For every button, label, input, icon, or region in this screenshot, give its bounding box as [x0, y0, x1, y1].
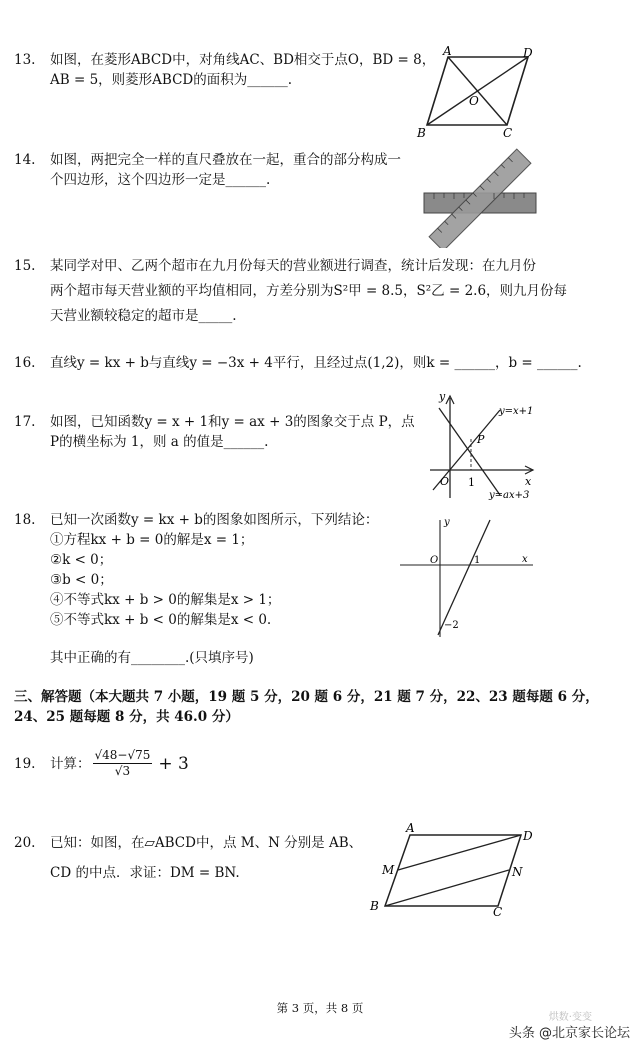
- q15-line-3: 天营业额较稳定的超市是_____.: [50, 308, 237, 324]
- fig17-point-p: P: [477, 433, 485, 446]
- question-number-18: 18.: [14, 512, 36, 528]
- q15-line-2: 两个超市每天营业额的平均值相同，方差分别为S²甲 = 8.5，S²乙 = 2.6，则九月份每: [50, 283, 568, 299]
- para-label-a: A: [406, 821, 415, 835]
- para-label-d: D: [523, 829, 533, 843]
- q14-line-1: 14. 如图，两把完全一样的直尺叠放在一起，重合的部分构成一: [14, 152, 401, 168]
- linear-function-figure: [398, 515, 538, 640]
- q19-denominator: √3: [114, 764, 131, 778]
- section-3-header: [14, 687, 599, 727]
- faded-watermark: 烘数·变变: [548, 1012, 592, 1023]
- q18-item-3: ③b < 0；: [50, 572, 113, 588]
- q20-line-1: 20. 已知：如图，在▱ABCD中，点 M、N 分别是 AB、: [14, 835, 363, 851]
- fig18-tick-neg2: −2: [444, 620, 459, 631]
- source-watermark: 头条 @北京家长论坛: [508, 1026, 630, 1041]
- q19-numerator: √48−√75: [94, 748, 151, 762]
- question-number-15: 15.: [14, 258, 36, 274]
- rhombus-figure: [415, 45, 545, 140]
- parallelogram-figure: [368, 820, 538, 920]
- q17-line-2: P的横坐标为 1，则 a 的值是______.: [50, 434, 269, 450]
- para-label-c: C: [493, 905, 503, 919]
- question-number-17: 17.: [14, 414, 36, 430]
- question-20: [14, 833, 362, 883]
- fig18-y-label: y: [444, 517, 450, 528]
- rulers-figure: [420, 148, 540, 248]
- question-number-16: 16.: [14, 355, 36, 371]
- q18-tail: 其中正确的有________.(只填序号): [50, 650, 254, 666]
- q19-label: 计算：: [50, 755, 91, 772]
- question-number-14: 14.: [14, 152, 36, 168]
- fig18-origin-label: O: [430, 555, 439, 566]
- fig17-y-label: y: [439, 390, 446, 403]
- q18-item-4: ④不等式kx + b > 0的解集是x > 1；: [50, 592, 281, 608]
- question-16: [14, 353, 582, 373]
- question-number-19: 19.: [14, 755, 36, 772]
- fig17-x-label: x: [525, 475, 532, 488]
- question-18: [14, 510, 378, 668]
- question-19: [14, 748, 189, 779]
- q14-line-2: 个四边形，这个四边形一定是______.: [50, 172, 271, 188]
- page-footer: 第 3 页，共 8 页: [276, 1001, 364, 1015]
- fig17-line2-label: y=ax+3: [489, 490, 530, 501]
- q18-item-2: ②k < 0；: [50, 552, 113, 568]
- q13-line-2: AB = 5，则菱形ABCD的面积为______.: [50, 72, 293, 88]
- q17-line-1: 17. 如图，已知函数y = x + 1和y = ax + 3的图象交于点 P，点: [14, 414, 415, 430]
- question-17: [14, 412, 415, 452]
- q18-item-1: ①方程kx + b = 0的解是x = 1；: [50, 532, 254, 548]
- q15-line-1: 15. 某同学对甲、乙两个超市在九月份每天的营业额进行调查，统计后发现：在九月份: [14, 258, 536, 274]
- section-3-line-2: 24、25 题每题 8 分，共 46.0 分）: [14, 709, 239, 725]
- fig18-tick-1: 1: [474, 555, 481, 566]
- question-13: [14, 50, 435, 90]
- q18-line-1: 18. 已知一次函数y = kx + b的图象如图所示，下列结论：: [14, 512, 379, 528]
- q19-fraction: [93, 748, 153, 779]
- question-15: [14, 256, 567, 326]
- rhombus-label-b: B: [417, 126, 426, 140]
- para-label-b: B: [370, 899, 379, 913]
- section-3-line-1: 三、解答题（本大题共 7 小题，19 题 5 分，20 题 6 分，21 题 7 分，22、23 题每题 6 分，: [14, 689, 599, 705]
- rhombus-label-d: D: [523, 46, 533, 60]
- fig17-tick-1: 1: [468, 476, 475, 489]
- para-label-n: N: [512, 865, 523, 879]
- rhombus-label-c: C: [503, 126, 513, 140]
- q18-item-5: ⑤不等式kx + b < 0的解集是x < 0.: [50, 612, 272, 628]
- para-label-m: M: [382, 863, 395, 877]
- rhombus-label-a: A: [443, 45, 452, 58]
- intersecting-lines-figure: [425, 390, 565, 505]
- question-number-20: 20.: [14, 835, 36, 851]
- fig18-x-label: x: [522, 554, 528, 565]
- q20-line-2: CD 的中点．求证：DM = BN.: [50, 865, 240, 881]
- question-number-13: 13.: [14, 52, 36, 68]
- q16-line-1: 16. 直线y = kx + b与直线y = −3x + 4平行，且经过点(1,2)，则k = ______，b = ______.: [14, 355, 582, 371]
- q19-plus-term: + 3: [158, 753, 189, 774]
- q13-line-1: 13. 如图，在菱形ABCD中，对角线AC、BD相交于点O，BD = 8，: [14, 52, 436, 68]
- rhombus-label-o: O: [469, 94, 479, 108]
- fig17-origin-label: O: [440, 475, 450, 488]
- fig17-line1-label: y=x+1: [499, 406, 534, 417]
- question-14: [14, 150, 401, 190]
